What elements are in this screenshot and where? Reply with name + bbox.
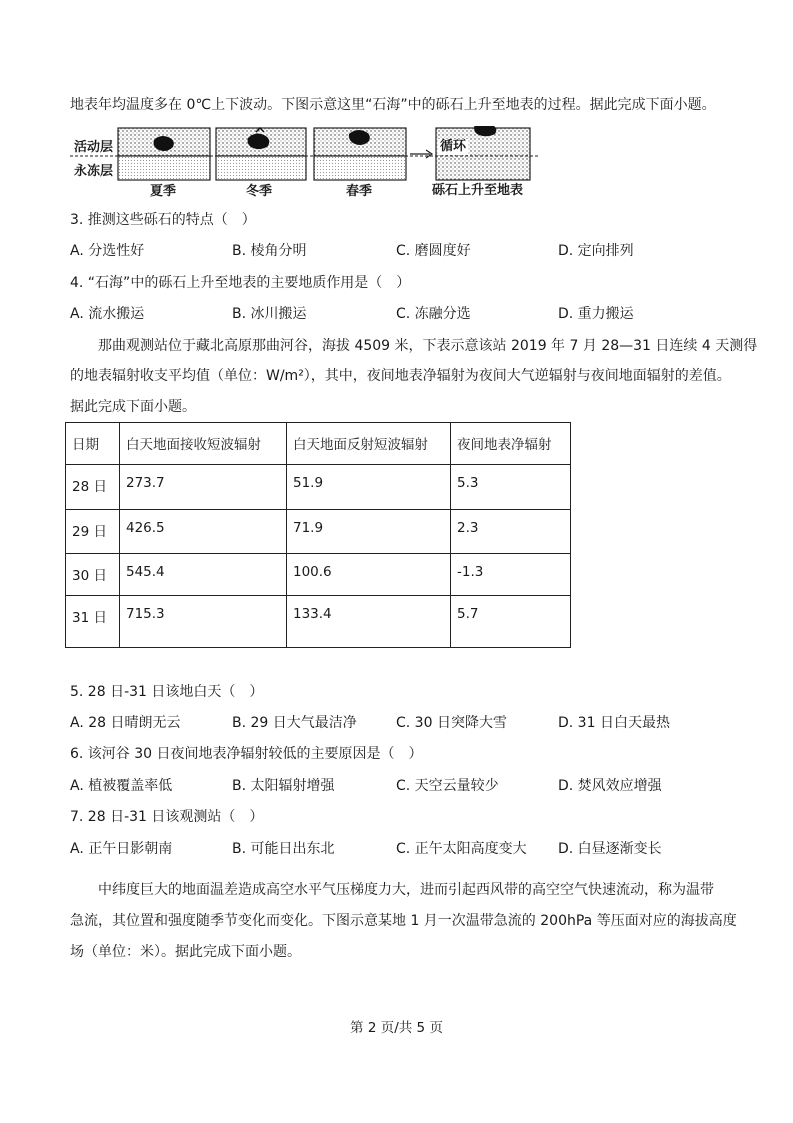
- table-header: 日期: [66, 423, 120, 465]
- passage2-line1: 那曲观测站位于藏北高原那曲河谷，海拔 4509 米，下表示意该站 2019 年 7 月 28—31 日连续 4 天测得: [98, 338, 758, 354]
- table-row: [66, 465, 571, 510]
- passage3-line1: 中纬度巨大的地面温差造成高空水平气压梯度力大，进而引起西风带的高空空气快速流动，称为温带: [98, 882, 714, 898]
- passage2-line3: 据此完成下面小题。: [70, 399, 196, 415]
- table-header: 夜间地表净辐射: [451, 423, 571, 465]
- q6-option-b: B. 太阳辐射增强: [232, 778, 335, 794]
- q4-option-c: C. 冻融分选: [396, 306, 471, 322]
- q7-option-c: C. 正午太阳高度变大: [396, 841, 527, 857]
- table-cell: 30 日: [66, 554, 120, 596]
- q4-stem: 4. “石海”中的砾石上升至地表的主要地质作用是（ ）: [70, 275, 411, 291]
- label-active-layer: 活动层: [74, 140, 114, 155]
- q7-option-a: A. 正午日影朝南: [70, 841, 173, 857]
- table-cell: 715.3: [120, 596, 287, 648]
- table-cell: 273.7: [120, 465, 287, 510]
- label-result: 砾石上升至地表: [432, 183, 524, 198]
- table-row: [66, 554, 571, 596]
- table-header: 白天地面接收短波辐射: [120, 423, 287, 465]
- q5-option-b: B. 29 日大气最洁净: [232, 715, 357, 731]
- table-cell: 5.3: [451, 465, 571, 510]
- intro-text: 地表年均温度多在 0℃上下波动。下图示意这里“石海”中的砾石上升至地表的过程。据此完成下面小题。: [70, 97, 716, 113]
- q5-option-a: A. 28 日晴朗无云: [70, 715, 181, 731]
- table-cell: 71.9: [287, 510, 451, 554]
- label-winter: 冬季: [246, 184, 273, 199]
- table-cell: 545.4: [120, 554, 287, 596]
- table-cell: 100.6: [287, 554, 451, 596]
- passage2-line2: 的地表辐射收支平均值（单位：W/m²），其中，夜间地表净辐射为夜间大气逆辐射与夜间地面辐射的差值。: [70, 368, 731, 384]
- table-cell: 133.4: [287, 596, 451, 648]
- table-cell: 28 日: [66, 465, 120, 510]
- q6-stem: 6. 该河谷 30 日夜间地表净辐射较低的主要原因是（ ）: [70, 746, 423, 762]
- stone-sea-diagram: [70, 126, 540, 198]
- q3-option-b: B. 棱角分明: [232, 243, 307, 259]
- q4-option-a: A. 流水搬运: [70, 306, 145, 322]
- table-cell: 5.7: [451, 596, 571, 648]
- label-spring: 春季: [346, 184, 373, 199]
- table-cell: 2.3: [451, 510, 571, 554]
- table-cell: 51.9: [287, 465, 451, 510]
- q3-stem: 3. 推测这些砾石的特点（ ）: [70, 212, 256, 228]
- q3-option-a: A. 分选性好: [70, 243, 145, 259]
- q7-option-d: D. 白昼逐渐变长: [558, 841, 662, 857]
- q7-stem: 7. 28 日-31 日该观测站（ ）: [70, 809, 264, 825]
- table-row: [66, 596, 571, 648]
- label-permafrost-layer: 永冻层: [74, 164, 114, 179]
- label-cycle: 循环: [440, 139, 467, 154]
- q5-option-d: D. 31 日白天最热: [558, 715, 670, 731]
- q6-option-a: A. 植被覆盖率低: [70, 778, 173, 794]
- table-row: [66, 510, 571, 554]
- q6-option-d: D. 焚风效应增强: [558, 778, 662, 794]
- q5-stem: 5. 28 日-31 日该地白天（ ）: [70, 684, 264, 700]
- q4-option-b: B. 冰川搬运: [232, 306, 307, 322]
- label-summer: 夏季: [150, 184, 177, 199]
- q6-option-c: C. 天空云量较少: [396, 778, 499, 794]
- panel-winter: [216, 128, 306, 180]
- q7-option-b: B. 可能日出东北: [232, 841, 335, 857]
- panel-summer: [118, 128, 210, 180]
- q3-option-c: C. 磨圆度好: [396, 243, 471, 259]
- q4-option-d: D. 重力搬运: [558, 306, 634, 322]
- table-cell: -1.3: [451, 554, 571, 596]
- panel-spring: [314, 128, 406, 180]
- page-footer: 第 2 页/共 5 页: [350, 1020, 443, 1036]
- table-cell: 31 日: [66, 596, 120, 648]
- q3-option-d: D. 定向排列: [558, 243, 634, 259]
- table-header: 白天地面反射短波辐射: [287, 423, 451, 465]
- radiation-table: [65, 422, 571, 648]
- table-cell: 29 日: [66, 510, 120, 554]
- passage3-line2: 急流，其位置和强度随季节变化而变化。下图示意某地 1 月一次温带急流的 200hPa 等压面对应的海拔高度: [70, 913, 737, 929]
- q5-option-c: C. 30 日突降大雪: [396, 715, 507, 731]
- table-cell: 426.5: [120, 510, 287, 554]
- table-header-row: [66, 423, 571, 465]
- passage3-line3: 场（单位：米）。据此完成下面小题。: [70, 944, 301, 960]
